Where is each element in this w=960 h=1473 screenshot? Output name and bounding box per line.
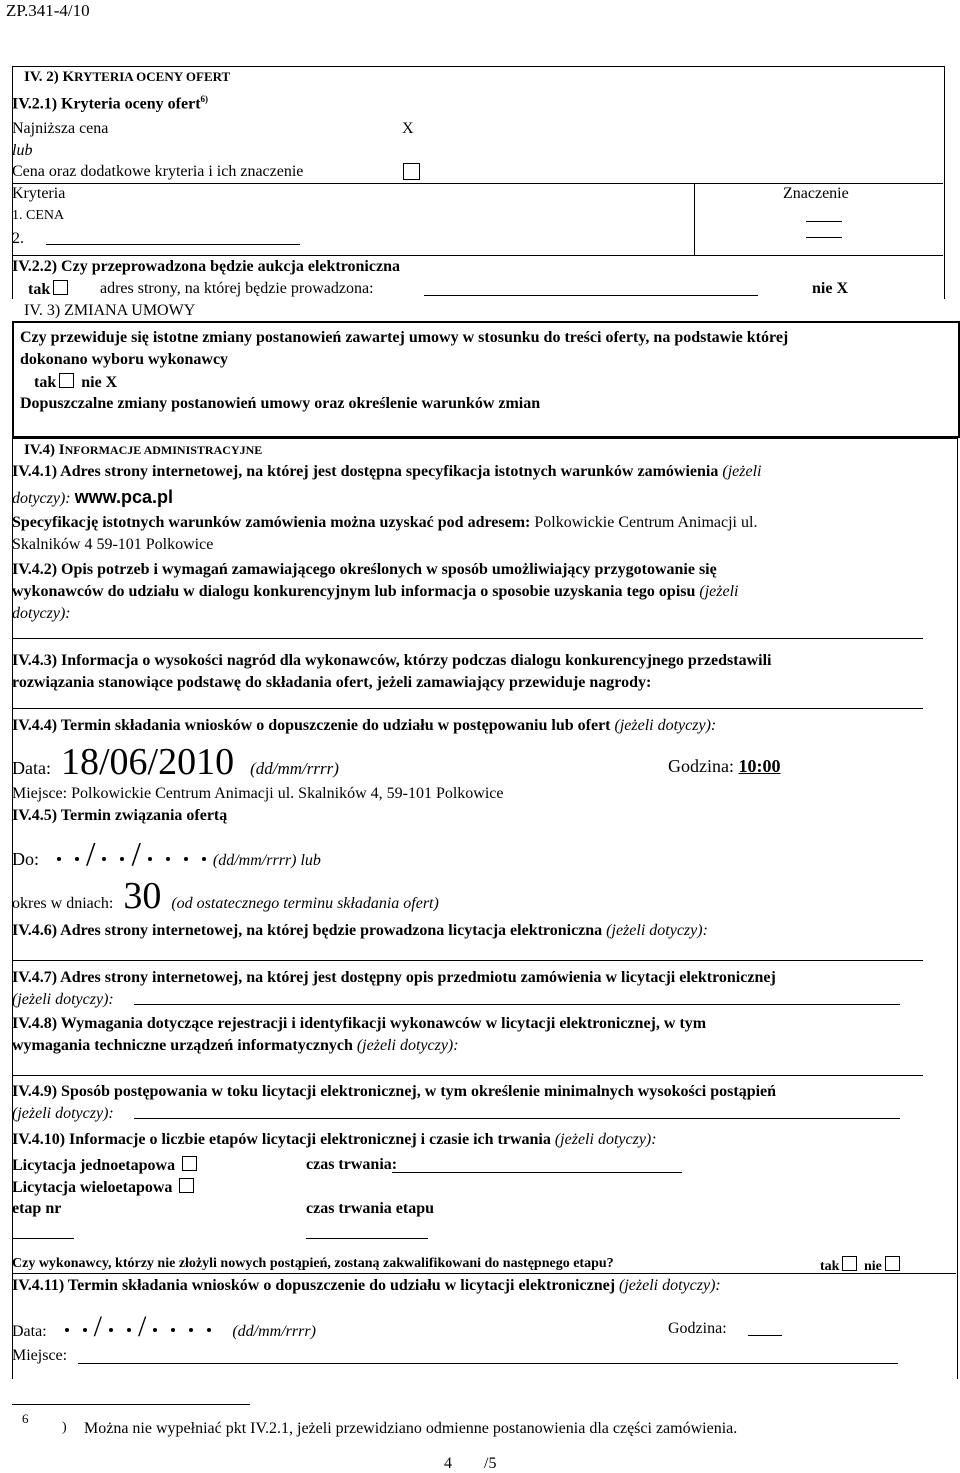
p441-line2: dotyczy): www.pca.pl bbox=[12, 487, 173, 507]
auction-date-row: Data: / / (dd/mm/rrrr) bbox=[12, 1310, 316, 1343]
criterion-1: 1. CENA bbox=[12, 208, 65, 223]
criteria-table-bottom bbox=[12, 255, 943, 256]
page-number: 4 bbox=[444, 1455, 452, 1472]
criteria-table-divider bbox=[694, 183, 695, 255]
additional-criteria-checkbox[interactable] bbox=[400, 163, 423, 184]
p449-answer-line bbox=[134, 1118, 900, 1119]
p448-line2: wymagania techniczne urządzeń informatycznych (jeżeli dotyczy): bbox=[12, 1037, 459, 1054]
submission-date-row: Data: 18/06/2010 (dd/mm/rrrr) bbox=[12, 741, 339, 783]
p443-answer-line bbox=[12, 708, 923, 709]
stage-duration-label: czas trwania etapu bbox=[306, 1200, 434, 1217]
one-stage-checkbox[interactable] bbox=[182, 1156, 197, 1171]
additional-criteria-label: Cena oraz dodatkowe kryteria i ich znaczenie bbox=[12, 163, 304, 180]
one-stage-row: Licytacja jednoetapowa bbox=[12, 1156, 200, 1175]
auction-place-label: Miejsce: bbox=[12, 1347, 68, 1364]
criterion-2: 2. bbox=[12, 230, 24, 247]
p4410-line: IV.4.10) Informacje o liczbie etapów licytacji elektronicznej i czasie ich trwania (jeżeli dotyczy): bbox=[12, 1131, 657, 1148]
lowest-price-label: Najniższa cena bbox=[12, 120, 109, 137]
criteria-subtitle: IV.2.1) Kryteria oceny ofert$^{6)}$ bbox=[12, 94, 209, 113]
qualify-options: tak nie bbox=[820, 1256, 903, 1274]
auction-hour: Godzina: bbox=[668, 1320, 727, 1337]
qualify-nie-checkbox[interactable] bbox=[885, 1256, 900, 1271]
binding-days-row: okres w dniach: 30 (od ostatecznego terminu składania ofert) bbox=[12, 875, 439, 917]
p446-answer-line bbox=[12, 960, 923, 961]
lowest-price-mark: X bbox=[402, 120, 414, 137]
multi-stage-row: Licytacja wieloetapowa bbox=[12, 1178, 197, 1197]
binding-days: 30 bbox=[123, 875, 162, 917]
p448-line1: IV.4.8) Wymagania dotyczące rejestracji i identyfikacji wykonawców w licytacji elektronicznej, w tym bbox=[12, 1015, 707, 1032]
p448-answer-line bbox=[12, 1075, 923, 1076]
weight-header: Znaczenie bbox=[783, 185, 849, 202]
qualify-tak-checkbox[interactable] bbox=[842, 1256, 857, 1271]
binding-date-row: Do: / / (dd/mm/rrrr) lub bbox=[12, 836, 321, 873]
spec-address-line1: Specyfikację istotnych warunków zamówienia można uzyskać pod adresem: Polkowickie Centrum Animacji ul. bbox=[12, 514, 758, 531]
criteria-table-top bbox=[12, 183, 943, 184]
p441-line1: IV.4.1) Adres strony internetowej, na której jest dostępna specyfikacja istotnych warunków zamówienia (jeżeli bbox=[12, 463, 762, 480]
change-tak-checkbox[interactable] bbox=[59, 373, 74, 388]
submission-hour: Godzina: 10:00 bbox=[668, 756, 781, 776]
criterion-2-line bbox=[46, 244, 300, 245]
p4411-line: IV.4.11) Termin składania wniosków o dopuszczenie do udziału w licytacji elektronicznej (jeżeli dotyczy): bbox=[12, 1277, 721, 1294]
change-question-line2: dokonano wyboru wykonawcy bbox=[20, 351, 229, 368]
auction-tak: tak bbox=[28, 280, 71, 299]
p449-line2: (jeżeli dotyczy): bbox=[12, 1105, 114, 1122]
auction-question: IV.2.2) Czy przeprowadzona będzie aukcja elektroniczna bbox=[12, 258, 400, 275]
auction-address-line bbox=[424, 295, 758, 296]
p446-line: IV.4.6) Adres strony internetowej, na której będzie prowadzona licytacja elektroniczna (jeżeli dotyczy): bbox=[12, 922, 708, 939]
admin-section-title: IV.4) INFORMACJE ADMINISTRACYJNE bbox=[24, 442, 263, 458]
qualify-separator bbox=[12, 1273, 956, 1274]
p447-line2: (jeżeli dotyczy): bbox=[12, 991, 114, 1008]
footnote-separator bbox=[12, 1404, 250, 1405]
auction-address-label: adres strony, na której będzie prowadzona: bbox=[100, 280, 374, 297]
footnote-mark: ) bbox=[62, 1420, 67, 1435]
criteria-section-title: IV. 2) KRYTERIA OCENY OFERT bbox=[24, 69, 231, 85]
or-label: lub bbox=[12, 142, 33, 159]
submission-date: 18/06/2010 bbox=[60, 741, 235, 783]
p445-title: IV.4.5) Termin związania ofertą bbox=[12, 807, 228, 824]
p449-line1: IV.4.9) Sposób postępowania w toku licytacji elektronicznej, w tym określenie minimalnych wysokości postąpień bbox=[12, 1083, 777, 1100]
allowed-changes-label: Dopuszczalne zmiany postanowień umowy oraz określenie warunków zmian bbox=[20, 395, 541, 412]
duration-line bbox=[392, 1172, 682, 1173]
criterion-2-weight-line bbox=[806, 237, 842, 238]
auction-hour-line bbox=[748, 1335, 782, 1336]
p447-line1: IV.4.7) Adres strony internetowej, na której jest dostępny opis przedmiotu zamówienia w licytacji elektronicznej bbox=[12, 969, 776, 986]
auction-tak-checkbox[interactable] bbox=[53, 280, 68, 295]
auction-place-line bbox=[78, 1363, 898, 1364]
change-section-title: IV. 3) ZMIANA UMOWY bbox=[24, 302, 196, 319]
p447-answer-line bbox=[134, 1004, 900, 1005]
p443-line1: IV.4.3) Informacja o wysokości nagród dla wykonawców, którzy podczas dialogu konkurencyjnego przedstawili bbox=[12, 652, 772, 669]
criterion-1-weight-line bbox=[806, 221, 842, 222]
criteria-header: Kryteria bbox=[12, 185, 66, 202]
p443-line2: rozwiązania stanowiące podstawę do składania ofert, jeżeli zamawiający przewiduje nagrody: bbox=[12, 674, 652, 691]
p442-answer-line bbox=[12, 638, 923, 639]
duration-label: czas trwania: bbox=[306, 1156, 398, 1173]
footnote-text: Można nie wypełniać pkt IV.2.1, jeżeli przewidziano odmienne postanowienia dla części zamówienia. bbox=[84, 1420, 738, 1437]
stage-no-line bbox=[12, 1238, 74, 1239]
qualify-question: Czy wykonawcy, którzy nie złożyli nowych postąpień, zostaną zakwalifikowani do następnego etapu? bbox=[12, 1256, 614, 1271]
page-total: /5 bbox=[484, 1455, 497, 1472]
change-tak: tak nie X bbox=[34, 374, 118, 391]
p444-line: IV.4.4) Termin składania wniosków o dopuszczenie do udziału w postępowaniu lub ofert (jeżeli dotyczy): bbox=[12, 717, 717, 734]
multi-stage-checkbox[interactable] bbox=[179, 1178, 194, 1193]
spec-address-line2: Skalników 4 59-101 Polkowice bbox=[12, 536, 214, 553]
footnote-number: 6 bbox=[22, 1411, 29, 1426]
p442-line3: dotyczy): bbox=[12, 605, 71, 622]
spec-url-link[interactable]: www.pca.pl bbox=[74, 487, 173, 507]
auction-nie: nie X bbox=[812, 280, 848, 297]
stage-duration-line bbox=[306, 1238, 428, 1239]
p442-line2: wykonawców do udziału w dialogu konkurencyjnym lub informacja o sposobie uzyskania tego opisu (jeżeli bbox=[12, 583, 739, 600]
submission-place: Miejsce: Polkowickie Centrum Animacji ul. Skalników 4, 59-101 Polkowice bbox=[12, 785, 504, 802]
change-question-line1: Czy przewiduje się istotne zmiany postanowień zawartej umowy w stosunku do treści oferty, na podstawie której bbox=[20, 329, 789, 346]
p442-line1: IV.4.2) Opis potrzeb i wymagań zamawiającego określonych w sposób umożliwiający przygotowanie się bbox=[12, 561, 717, 578]
stage-no-label: etap nr bbox=[12, 1200, 62, 1217]
document-reference: ZP.341-4/10 bbox=[6, 1, 90, 20]
